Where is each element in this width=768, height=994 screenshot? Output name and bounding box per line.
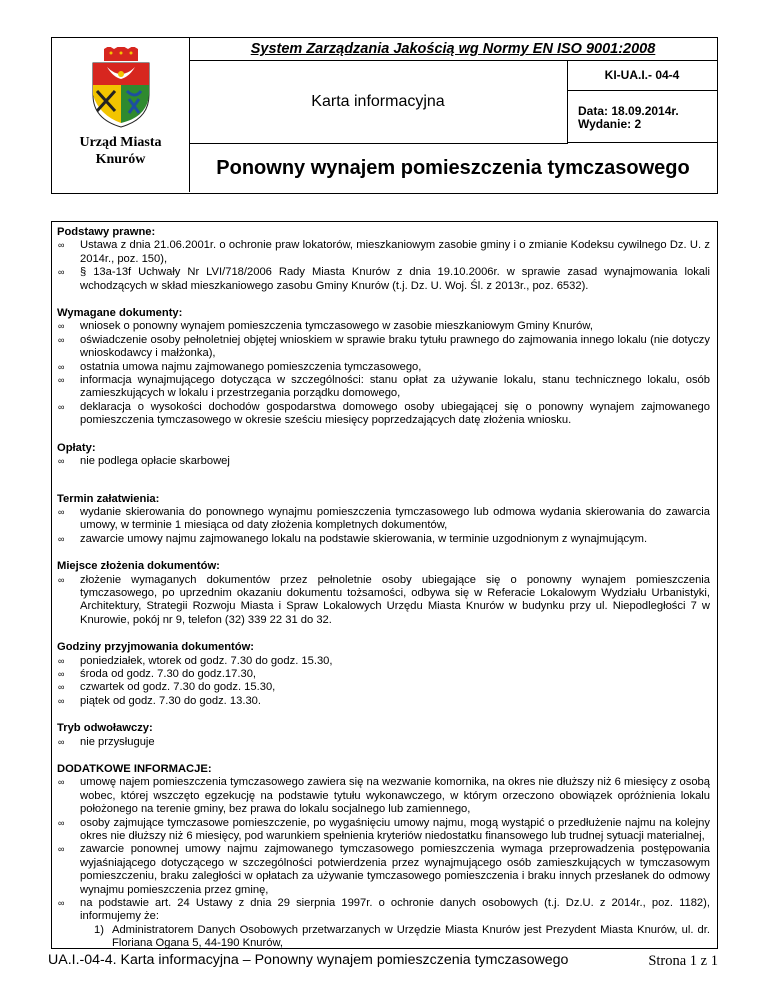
bullet-icon: ∞ bbox=[58, 334, 65, 345]
section-godziny bbox=[57, 641, 710, 708]
bullet-list bbox=[57, 320, 710, 427]
list-item: ∞ złożenie wymaganych dokumentów przez pełnoletnie osoby ubiegające się o ponowny wynajem pomieszczenia tymczasowego, po uprzednim okazaniu dokumentu tożsamości, odbywa się w Referacie Lokalowym Wydziału Urbanistyki, Architektury, Strategii Rozwoju Miasta i Spraw Lokalowych Urzędu Miasta Knurów w budynku przy ul. Niepodległości 7 w Knurowie, pokój nr 9, telefon (32) 339 22 31 do 32. bbox=[58, 573, 710, 626]
section-dodatkowe bbox=[57, 763, 710, 948]
bullet-icon: ∞ bbox=[58, 682, 65, 693]
bullet-icon: ∞ bbox=[58, 361, 65, 372]
list-item: ∞ poniedziałek, wtorek od godz. 7.30 do godz. 15.30, bbox=[58, 654, 333, 667]
section-heading: Termin załatwienia: bbox=[57, 492, 160, 505]
page-number: Strona 1 z 1 bbox=[648, 953, 718, 969]
document-edition: Wydanie: 2 bbox=[578, 117, 642, 131]
section-oplaty bbox=[57, 442, 710, 469]
bullet-icon: ∞ bbox=[58, 817, 65, 828]
document-header bbox=[51, 37, 718, 194]
list-item: ∞ informacja wynajmującego dotycząca w szczególności: stanu opłat za używanie lokalu, stanu technicznego lokalu, osób zamieszkujących w lokalu i przestrzegania porządku domowego, bbox=[58, 374, 710, 400]
page-footer bbox=[48, 948, 718, 971]
list-item: ∞ Ustawa z dnia 21.06.2001r. o ochronie praw lokatorów, mieszkaniowym zasobie gminy i o zmianie Kodeksu cywilnego Dz. U. z 2014r., poz. 150), bbox=[58, 239, 710, 265]
content-box bbox=[51, 221, 718, 948]
numbered-item: 1) Administratorem Danych Osobowych przetwarzanych w Urzędzie Miasta Knurów jest Prezydent Miasta Knurów, ul. dr. Floriana Ogana 5, 44-190 Knurów, bbox=[94, 923, 710, 948]
section-heading: Podstawy prawne: bbox=[57, 226, 156, 238]
list-item: ∞ oświadczenie osoby pełnoletniej objętej wnioskiem w sprawie braku tytułu prawnego do zajmowania innego lokalu (nie dotyczy wnioskodawcy i małżonka), bbox=[58, 333, 710, 360]
list-item: ∞ wydanie skierowania do ponownego wynajmu pomieszczenia tymczasowego lub odmowa wydania skierowania do zawarcia umowy, w terminie 1 miesiąca od daty złożenia kompletnych dokumentów, bbox=[58, 505, 710, 532]
footer-text: UA.I.-04-4. Karta informacyjna – Ponowny wynajem pomieszczenia tymczasowego bbox=[48, 952, 569, 968]
system-title: System Zarządzania Jakością wg Normy EN ISO 9001:2008 bbox=[189, 38, 717, 61]
bullet-list bbox=[57, 574, 710, 628]
list-item: ∞ środa od godz. 7.30 do godz.17.30, bbox=[58, 667, 257, 680]
list-item: ∞ nie przysługuje bbox=[58, 735, 155, 748]
section-termin bbox=[57, 493, 710, 547]
section-heading: Opłaty: bbox=[57, 441, 96, 454]
bullet-icon: ∞ bbox=[58, 844, 65, 855]
bullet-icon: ∞ bbox=[58, 533, 65, 544]
date-edition-block bbox=[567, 90, 717, 143]
list-item: ∞ deklaracja o wysokości dochodów gospodarstwa domowego osoby ubiegającej się o ponowny wynajem zajmowanego pomieszczenia tymczasowego w okresie sześciu miesięcy poprzedzających datę złożenia wniosku. bbox=[58, 400, 710, 427]
section-heading: Miejsce złożenia dokumentów: bbox=[57, 560, 220, 573]
bullet-icon: ∞ bbox=[58, 506, 65, 517]
list-item: ∞ wniosek o ponowny wynajem pomieszczenia tymczasowego w zasobie mieszkaniowym Gminy Knurów, bbox=[58, 320, 593, 333]
numbered-list bbox=[80, 924, 710, 948]
bullet-icon: ∞ bbox=[58, 655, 65, 666]
bullet-icon: ∞ bbox=[58, 898, 65, 909]
bullet-icon: ∞ bbox=[58, 777, 65, 788]
bullet-icon: ∞ bbox=[58, 695, 65, 706]
list-item: ∞ piątek od godz. 7.30 do godz. 13.30. bbox=[58, 694, 262, 707]
list-item: ∞ § 13a-13f Uchwały Nr LVI/718/2006 Rady Miasta Knurów z dnia 19.10.2006r. w sprawie zasad wynajmowania lokali wchodzących w skład mieszkaniowego zasobu Gminy Knurów (t.j. Dz. U. Woj. Śl. z 2013r., poz. 6532). bbox=[58, 266, 710, 292]
bullet-icon: ∞ bbox=[58, 401, 65, 412]
section-heading: DODATKOWE INFORMACJE: bbox=[57, 763, 212, 775]
bullet-list bbox=[57, 655, 710, 709]
bullet-list bbox=[57, 736, 710, 749]
list-item: ∞ osoby zajmujące tymczasowe pomieszczenie, po wygaśnięciu umowy najmu, mogą wystąpić o przedłużenie najmu na kolejny okres nie dłuższy niż 6 miesięcy, pod warunkiem spełnienia kryteriów niedostatku finansowego lub trudnej sytuacji materialnej, bbox=[58, 816, 710, 843]
list-item: ∞ nie podlega opłacie skarbowej bbox=[58, 455, 230, 468]
list-item: ∞ zawarcie umowy najmu zajmowanego lokalu na podstawie skierowania, w terminie uzgodnionym z wynajmującym. bbox=[58, 532, 648, 545]
bullet-icon: ∞ bbox=[58, 240, 65, 251]
document-code: KI-UA.I.- 04-4 bbox=[567, 60, 717, 91]
card-label: Karta informacyjna bbox=[189, 60, 568, 144]
list-item: ∞ umowę najem pomieszczenia tymczasowego zawiera się na wezwanie komornika, na okres nie dłuższy niż 6 miesięcy z osobą wobec, której wszczęto egzekucję na podstawie tytułu wykonawczego, w którym orzeczono obowiązek opróżnienia lokalu położonego na terenie gminy, bez prawa do lokalu socjalnego lub zamiennego, bbox=[58, 776, 710, 816]
section-heading: Wymagane dokumenty: bbox=[57, 307, 183, 320]
bullet-icon: ∞ bbox=[58, 456, 65, 467]
list-item: ∞ na podstawie art. 24 Ustawy z dnia 29 sierpnia 1997r. o ochronie danych osobowych (t.j. Dz.U. z 2014r., poz. 1182), informujemy że: 1) Administratorem Danych Osobowych przetwarzanych w Urzędzie Miasta Knurów jest Prezydent Miasta Knurów, ul. dr. Floriana Ogana 5, 44-190 Knurów, bbox=[57, 897, 710, 948]
bullet-list bbox=[57, 455, 710, 468]
section-heading: Tryb odwoławczy: bbox=[57, 722, 153, 735]
office-name bbox=[52, 134, 189, 168]
page-title: Ponowny wynajem pomieszczenia tymczasowego bbox=[216, 156, 690, 179]
bullet-icon: ∞ bbox=[58, 668, 65, 679]
bullet-icon: ∞ bbox=[58, 375, 65, 386]
bullet-icon: ∞ bbox=[58, 321, 65, 332]
bullet-icon: ∞ bbox=[58, 574, 65, 585]
bullet-icon: ∞ bbox=[58, 736, 65, 747]
section-miejsce bbox=[57, 560, 710, 627]
bullet-list bbox=[57, 776, 710, 948]
section-podstawy bbox=[57, 226, 710, 293]
section-heading: Godziny przyjmowania dokumentów: bbox=[57, 641, 255, 654]
list-item: ∞ zawarcie ponownej umowy najmu zajmowanego tymczasowego pomieszczenia wymaga przeprowadzenia postępowania wyjaśniającego dotyczącego w szczególności potwierdzenia przez wynajmującego osób zamieszkujących w tymczasowym pomieszczeniu, braku zaległości w opłatach za używanie tymczasowego pomieszczenia i braku innych przesłanek do odmowy wynajmu pomieszczenia przez gminę, bbox=[58, 843, 710, 896]
section-tryb bbox=[57, 722, 710, 749]
bullet-list bbox=[57, 239, 710, 293]
list-item: ∞ czwartek od godz. 7.30 do godz. 15.30, bbox=[58, 681, 276, 694]
list-item: ∞ ostatnia umowa najmu zajmowanego pomieszczenia tymczasowego, bbox=[58, 360, 422, 373]
bullet-list bbox=[57, 506, 710, 546]
section-dokumenty bbox=[57, 307, 710, 428]
office-name-line1: Urząd Miasta bbox=[79, 135, 162, 150]
document-date: Data: 18.09.2014r. bbox=[578, 104, 679, 118]
office-name-line2: Knurów bbox=[95, 152, 146, 167]
city-crest-icon bbox=[89, 47, 153, 129]
logo-cell bbox=[52, 38, 190, 192]
bullet-icon: ∞ bbox=[58, 267, 65, 278]
